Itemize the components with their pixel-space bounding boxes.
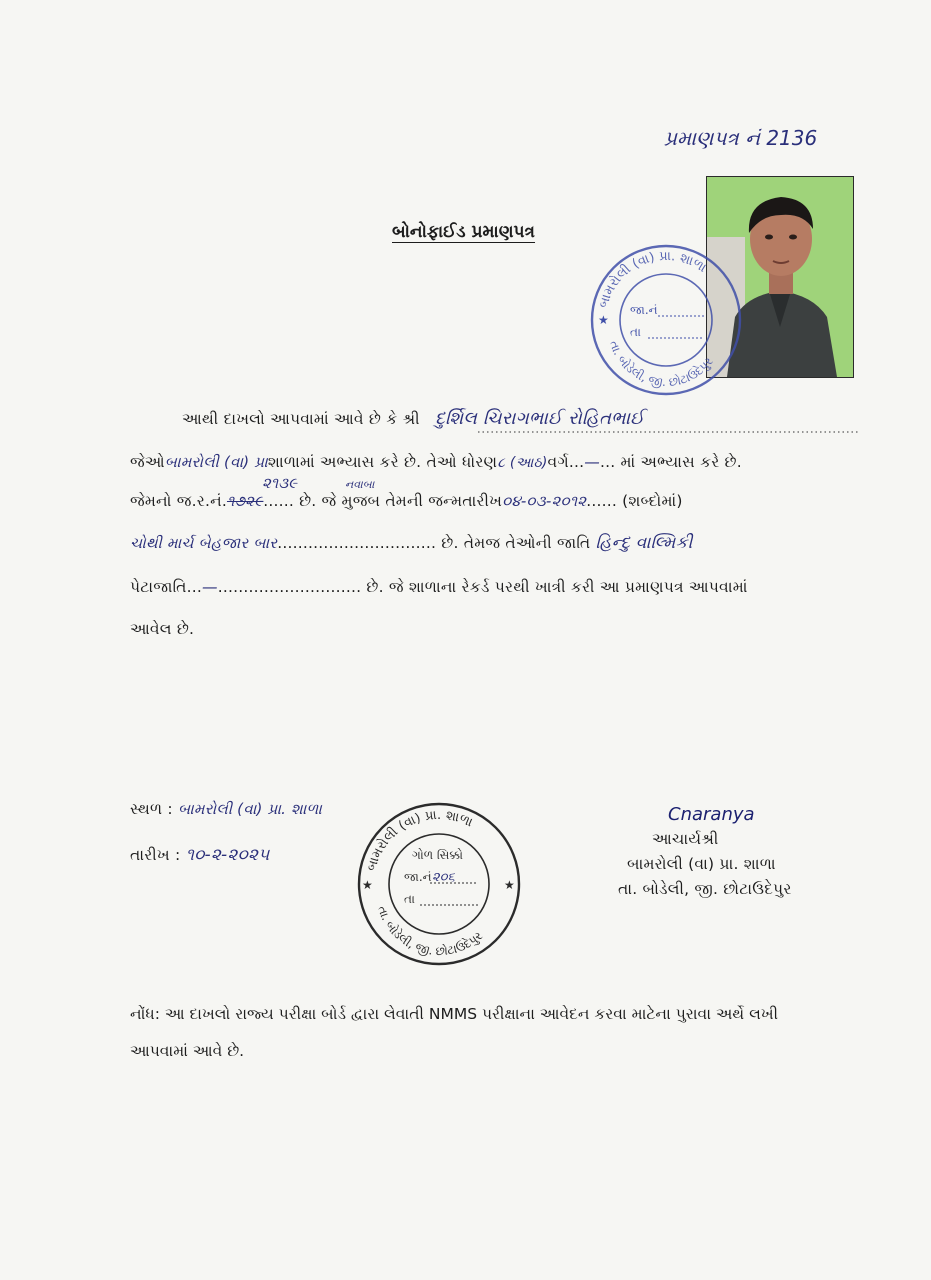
note-line-2: આપવામાં આવે છે. <box>130 1042 245 1060</box>
date-value: ૧૦-૨-૨૦૨૫ <box>185 845 270 865</box>
line4-mid: છે. તેમજ તેઓની જાતિ <box>441 534 591 552</box>
seal-bottom-center: ગોળ સિક્કો <box>412 848 463 862</box>
page-title: બોનોફાઈડ પ્રમાણપત્ર <box>392 222 536 242</box>
svg-text:બામરોલી (વા) પ્રા. શાળા <box>364 808 475 873</box>
class-handwritten: — <box>584 453 600 471</box>
place-value: બામરોલી (વા) પ્રા. શાળા <box>177 800 323 818</box>
body-line-4: ચોથી માર્ચ બેહજાર બાર............................... છે. તેમજ તેઓની જાતિ હિન્દુ વાલ્મિકી <box>130 533 693 553</box>
line3-prefix: જેમનો જ.ર.નં. <box>130 492 227 510</box>
date-label: તારીખ : <box>130 846 181 864</box>
certificate-number: પ્રમાણપત્ર નં 2136 <box>664 126 818 150</box>
birth-date-words: ચોથી માર્ચ બેહજાર બાર <box>130 534 278 552</box>
body-line-5: પેટાજાતિ...—............................ છે. જે શાળાના રેકર્ડ પરથી ખાત્રી કરી આ પ્રમાણપત્ર આપવામાં <box>130 578 748 596</box>
seal-bottom-inner-2: તા <box>404 892 415 906</box>
line3-suffix: (શબ્દોમાં) <box>622 492 683 510</box>
birth-date: ૦૪-૦૩-૨૦૧૨ <box>502 492 587 510</box>
place-label: સ્થળ : <box>130 800 173 818</box>
signature-school-name: બામરોલી (વા) પ્રા. શાળા <box>627 855 776 873</box>
name-dotted-line <box>478 430 858 434</box>
seal-top-ring-upper: બામરોલી (વા) પ્રા. શાળા <box>596 248 709 310</box>
school-handwritten: બામરોલી (વા) પ્રા <box>164 453 268 471</box>
line3-mid: છે. જે મુજબ તેમની જન્મતારીખ <box>299 492 503 510</box>
line1-prefix: આથી દાખલો આપવામાં આવે છે કે શ્રી <box>182 410 420 428</box>
svg-text:બામરોલી (વા) પ્રા. શાળા <box>596 249 709 310</box>
svg-text:તા. બોડેલી, જી. છોટાઉદેપુર <box>375 904 485 958</box>
body-line-1 <box>182 408 644 429</box>
line2-mid: શાળામાં અભ્યાસ કરે છે. તેઓ ધોરણ <box>267 453 498 471</box>
seal-star-icon: ★ <box>598 313 609 327</box>
place-row <box>130 800 322 819</box>
line2-prefix: જેઓ <box>130 453 165 471</box>
student-name: દુર્શિલ ચિરાગભાઈ રોહિતભાઈ <box>434 408 645 429</box>
date-row <box>130 845 270 865</box>
caste: હિન્દુ વાલ્મિકી <box>595 533 693 553</box>
register-number-struck: ૧૭૨૯ <box>226 492 264 510</box>
note-line-1: નોંધ: આ દાખલો રાજ્ય પરીક્ષા બોર્ડ દ્વારા લેવાતી NMMS પરીક્ષાના આવેદન કરવા માટેના પુરાવા અર્થે લખી <box>130 1005 779 1023</box>
body-line-6: આવેલ છે. <box>130 620 195 638</box>
seal-top-inner-1: જા.નં <box>630 303 658 317</box>
principal-signature: Cnaranya <box>668 804 755 825</box>
school-seal-top <box>586 240 746 400</box>
line2-class: વર્ગ <box>547 453 569 471</box>
signature-school-address: તા. બોડેલી, જી. છોટાઉદેપુર <box>618 880 792 898</box>
line2-suffix: માં અભ્યાસ કરે છે. <box>620 453 742 471</box>
seal-bottom-star-right-icon: ★ <box>504 878 515 892</box>
seal-top-inner-2: તા <box>630 325 641 339</box>
register-note: નવાબા <box>345 478 375 491</box>
line5-prefix: પેટાજાતિ <box>130 578 187 596</box>
body-line-2: જેઓબામરોલી (વા) પ્રાશાળામાં અભ્યાસ કરે છે. તેઓ ધોરણ૮ (આઠ)વર્ગ...—... માં અભ્યાસ કરે છે. <box>130 453 742 471</box>
line5-suffix: છે. જે શાળાના રેકર્ડ પરથી ખાત્રી કરી આ પ્રમાણપત્ર આપવામાં <box>366 578 748 596</box>
seal-bottom-inner-1: જા.નં <box>404 870 432 884</box>
standard-handwritten: ૮ (આઠ) <box>497 455 548 471</box>
body-line-3: જેમનો જ.ર.નં.૧૭૨૯...... છે. જે મુજબ તેમની જન્મતારીખ૦૪-૦૩-૨૦૧૨...... (શબ્દોમાં) <box>130 492 683 510</box>
seal-bottom-star-left-icon: ★ <box>362 878 373 892</box>
subcaste: — <box>202 578 218 596</box>
seal-bottom-number: ૨૦૬ <box>432 870 455 885</box>
principal-designation: આચાર્યશ્રી <box>652 830 719 848</box>
register-number: ૨૧૩૯ <box>262 474 298 492</box>
school-seal-bottom <box>352 797 526 971</box>
seal-bottom-ring-upper: બામરોલી (વા) પ્રા. શાળા <box>364 807 475 873</box>
seal-bottom-ring-lower: તા. બોડેલી, જી. છોટાઉદેપુર <box>374 904 486 959</box>
seal-top-ring-lower: તા. બોડેલી, જી. છોટાઉદેપુર <box>606 338 716 390</box>
